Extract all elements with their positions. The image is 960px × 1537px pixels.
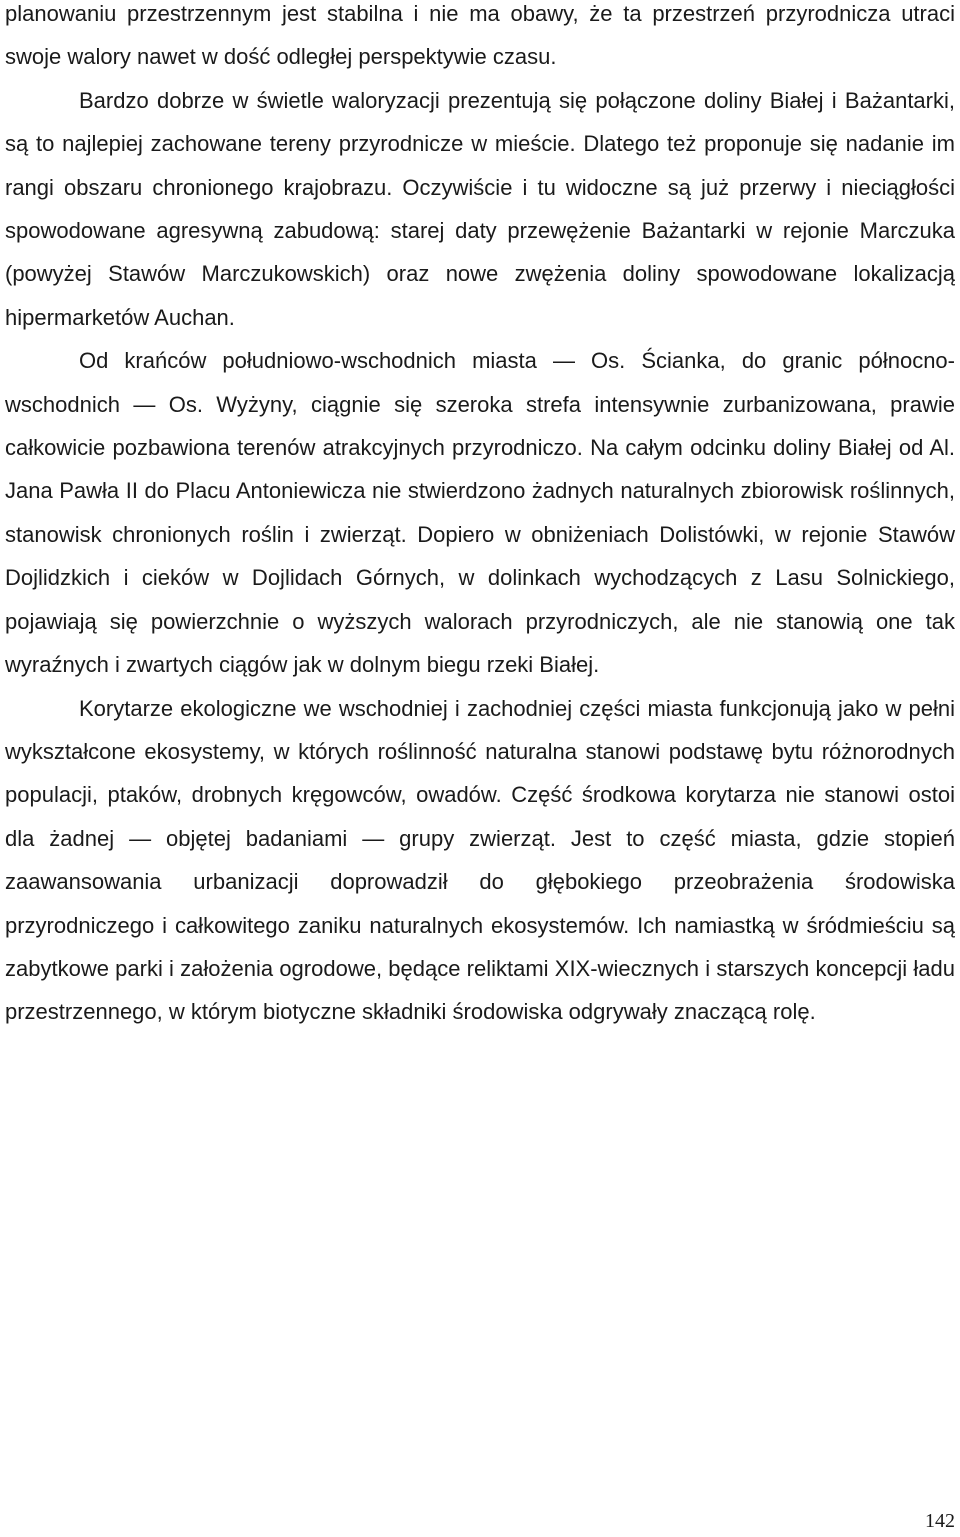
document-body [5,0,955,1034]
paragraph-urbanized-zone: Od krańców południowo-wschodnich miasta — Os. Ścianka, do granic północno-wschodnich — Os. Wyżyny, ciągnie się szeroka strefa intensywnie zurbanizowana, prawie całkowicie pozbawiona terenów atrakcyjnych przyrodniczo. Na całym odcinku doliny Białej od Al. Jana Pawła II do Placu Antoniewicza nie stwierdzono żadnych naturalnych zbiorowisk roślinnych, stanowisk chronionych roślin i zwierząt. Dopiero w obniżeniach Dolistówki, w rejonie Stawów Dojlidzkich i cieków w Dojlidach Górnych, w dolinkach wychodzących z Lasu Solnickiego, pojawiają się powierzchnie o wyższych walorach przyrodniczych, ale nie stanowią one tak wyraźnych i zwartych ciągów jak w dolnym biegu rzeki Białej. [5,348,955,678]
page-number: 142 [925,1510,955,1532]
paragraph-continuation: planowaniu przestrzennym jest stabilna i nie ma obawy, że ta przestrzeń przyrodnicza utraci swoje walory nawet w dość odległej perspektywie czasu. [5,1,955,70]
paragraph-biala-bazantarka: Bardzo dobrze w świetle waloryzacji prezentują się połączone doliny Białej i Bażantarki, są to najlepiej zachowane tereny przyrodnicze w mieście. Dlatego też proponuje się nadanie im rangi obszaru chronionego krajobrazu. Oczywiście i tu widoczne są już przerwy i nieciągłości spowodowane agresywną zabudową: starej daty przewężenie Bażantarki w rejonie Marczuka (powyżej Stawów Marczukowskich) oraz nowe zwężenia doliny spowodowane lokalizacją hipermarketów Auchan. [5,87,955,330]
paragraph-ecological-corridors: Korytarze ekologiczne we wschodniej i zachodniej części miasta funkcjonują jako w pełni wykształcone ekosystemy, w których roślinność naturalna stanowi podstawę bytu różnorodnych populacji, ptaków, drobnych kręgowców, owadów. Część środkowa korytarza nie stanowi ostoi dla żadnej — objętej badaniami — grupy zwierząt. Jest to część miasta, gdzie stopień zaawansowania urbanizacji doprowadził do głębokiego przeobrażenia środowiska przyrodniczego i całkowitego zaniku naturalnych ekosystemów. Ich namiastką w śródmieściu są zabytkowe parki i założenia ogrodowe, będące reliktami XIX-wiecznych i starszych koncepcji ładu przestrzennego, w którym biotyczne składniki środowiska odgrywały znaczącą rolę. [5,695,955,1025]
